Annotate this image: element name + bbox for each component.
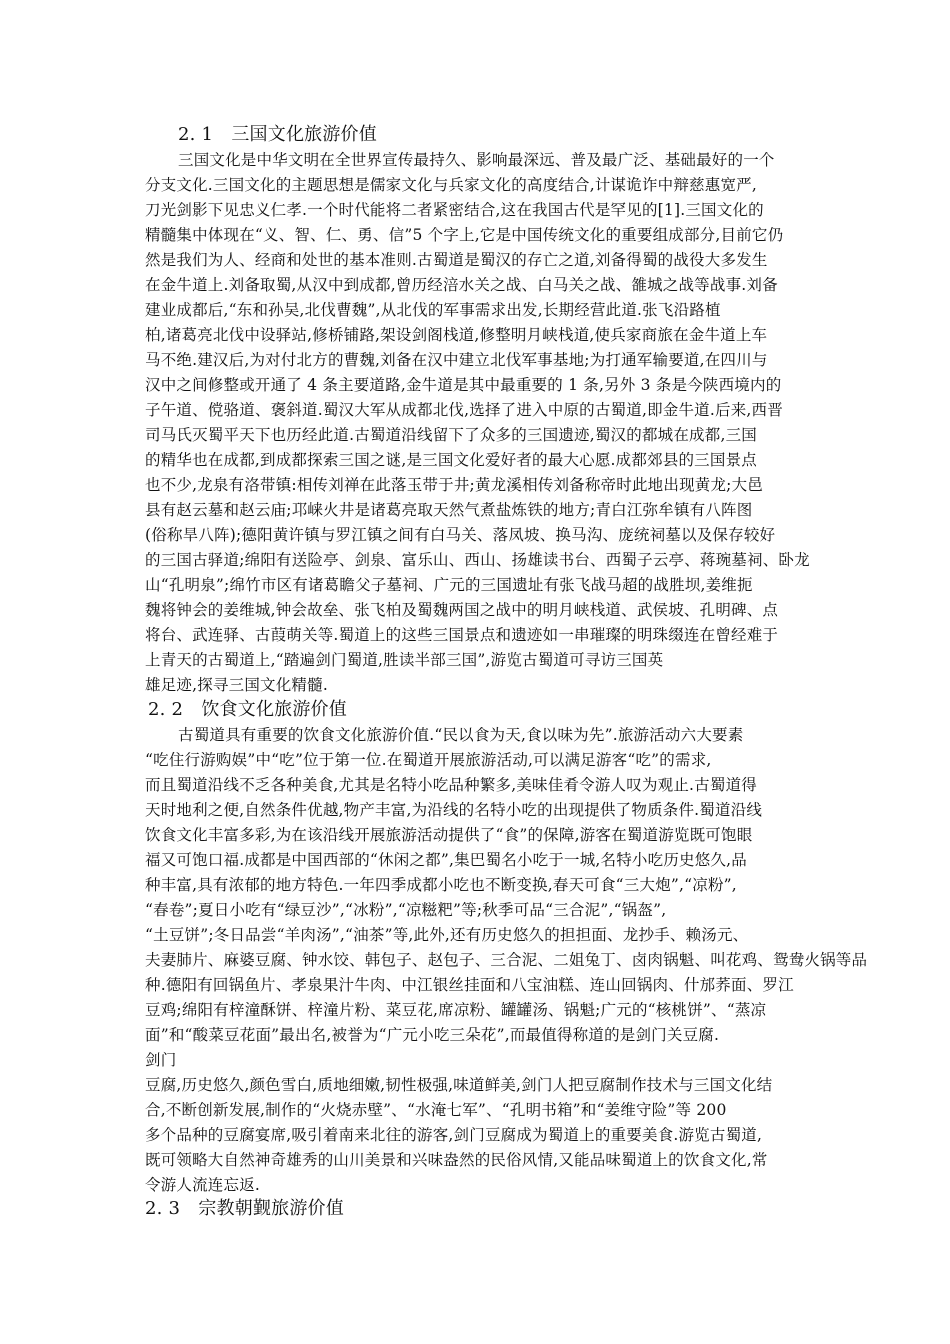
paragraph-line: (俗称旱八阵);德阳黄许镇与罗江镇之间有白马关、落凤坡、换马沟、庞统祠墓以及保存较好	[145, 526, 776, 544]
paragraph-line: 豆鸡;绵阳有梓潼酥饼、梓潼片粉、菜豆花,席凉粉、罐罐汤、锅魁;广元的“核桃饼”、“蒸凉	[145, 1001, 767, 1019]
paragraph-line: 三国文化是中华文明在全世界宣传最持久、影响最深远、普及最广泛、基础最好的一个	[178, 151, 775, 169]
paragraph-line: 天时地利之便,自然条件优越,物产丰富,为沿线的名特小吃的出现提供了物质条件.蜀道沿线	[145, 801, 763, 819]
paragraph-line: 既可领略大自然神奇雄秀的山川美景和兴味盎然的民俗风情,又能品味蜀道上的饮食文化,常	[145, 1151, 768, 1169]
paragraph-line: 马不绝.建汉后,为对付北方的曹魏,刘备在汉中建立北伐军事基地;为打通军输要道,在四川与	[145, 351, 768, 369]
paragraph-line: 合,不断创新发展,制作的“火烧赤壁”、“水淹七军”、“孔明书箱”和“姜维守险”等 200	[145, 1101, 727, 1119]
paragraph-line: 县有赵云墓和赵云庙;邛崃火井是诸葛亮取天然气煮盐炼铁的地方;青白江弥牟镇有八阵图	[145, 501, 753, 519]
paragraph-line: 子午道、傥骆道、褒斜道.蜀汉大军从成都北伐,选择了进入中原的古蜀道,即金牛道.后来,西晋	[145, 401, 783, 419]
paragraph-line: 刀光剑影下见忠义仁孝.一个时代能将二者紧密结合,这在我国古代是罕见的[1].三国文化的	[145, 201, 764, 219]
paragraph-line: 令游人流连忘返.	[145, 1176, 261, 1194]
paragraph-line: 司马氏灭蜀平天下也历经此道.古蜀道沿线留下了众多的三国遗迹,蜀汉的都城在成都,三国	[145, 426, 757, 444]
paragraph-line: 福又可饱口福.成都是中国西部的“休闲之都”,集巴蜀名小吃于一城,名特小吃历史悠久,品	[145, 851, 747, 869]
paragraph-line: 将台、武连驿、古葭萌关等.蜀道上的这些三国景点和遗迹如一串璀璨的明珠缀连在曾经难于	[145, 626, 779, 644]
paragraph-line: “吃住行游购娱”中“吃”位于第一位.在蜀道开展旅游活动,可以满足游客“吃”的需求,	[145, 751, 712, 769]
section-heading-2-3: 2. 3 宗教朝觐旅游价值	[145, 1198, 344, 1219]
paragraph-line: 分支文化.三国文化的主题思想是儒家文化与兵家文化的高度结合,计谋诡诈中辩慈惠宽严,	[145, 176, 757, 194]
paragraph-line: 汉中之间修整或开通了 4 条主要道路,金牛道是其中最重要的 1 条,另外 3 条是今陕西境内的	[145, 376, 782, 394]
section-heading-2-2: 2. 2 饮食文化旅游价值	[148, 699, 347, 720]
paragraph-line: 山“孔明泉”;绵竹市区有诸葛瞻父子墓祠、广元的三国遗址有张飞战马超的战胜坝,姜维扼	[145, 576, 753, 594]
paragraph-line: 建业成都后,“东和孙吴,北伐曹魏”,从北伐的军事需求出发,长期经营此道.张飞沿路植	[145, 301, 721, 319]
paragraph-line: 的精华也在成都,到成都探索三国之谜,是三国文化爱好者的最大心愿.成都郊县的三国景点	[145, 451, 757, 469]
paragraph-line: 也不少,龙泉有洛带镇:相传刘禅在此落玉带于井;黄龙溪相传刘备称帝时此地出现黄龙;大邑	[145, 476, 763, 494]
paragraph-line: 雄足迹,探寻三国文化精髓.	[145, 676, 328, 694]
paragraph-line: 饮食文化丰富多彩,为在该沿线开展旅游活动提供了“食”的保障,游客在蜀道游览既可饱眼	[145, 826, 753, 844]
paragraph-line: “春卷”;夏日小吃有“绿豆沙”,“冰粉”,“凉糍粑”等;秋季可品“三合泥”,“锅盔”,	[145, 901, 667, 919]
paragraph-line: 夫妻肺片、麻婆豆腐、钟水饺、韩包子、赵包子、三合泥、二姐兔丁、卤肉锅魁、叫花鸡、鸳鸯火锅等品	[145, 951, 868, 969]
paragraph-line: 在金牛道上.刘备取蜀,从汉中到成都,曾历经涪水关之战、白马关之战、雒城之战等战事.刘备	[145, 276, 778, 294]
paragraph-line: 剑门	[145, 1051, 177, 1069]
paragraph-line: 柏,诸葛亮北伐中设驿站,修桥铺路,架设剑阁栈道,修整明月峡栈道,使兵家商旅在金牛道上车	[145, 326, 768, 344]
paragraph-line: 豆腐,历史悠久,颜色雪白,质地细嫩,韧性极强,味道鲜美,剑门人把豆腐制作技术与三国文化结	[145, 1076, 773, 1094]
paragraph-line: 的三国古驿道;绵阳有送险亭、剑泉、富乐山、西山、扬雄读书台、西蜀子云亭、蒋琬墓祠、卧龙	[145, 551, 810, 569]
paragraph-line: 而且蜀道沿线不乏各种美食,尤其是名特小吃品种繁多,美味佳肴令游人叹为观止.古蜀道得	[145, 776, 757, 794]
paragraph-line: 魏将钟会的姜维城,钟会故垒、张飞柏及蜀魏两国之战中的明月峡栈道、武侯坡、孔明碑、点	[145, 601, 779, 619]
paragraph-line: 古蜀道具有重要的饮食文化旅游价值.“民以食为天,食以味为先”.旅游活动六大要素	[178, 726, 744, 744]
paragraph-line: 然是我们为人、经商和处世的基本准则.古蜀道是蜀汉的存亡之道,刘备得蜀的战役大多发生	[145, 251, 768, 269]
paragraph-line: 面”和“酸菜豆花面”最出名,被誉为“广元小吃三朵花”,而最值得称道的是剑门关豆腐.	[145, 1026, 720, 1044]
paragraph-line: 种丰富,具有浓郁的地方特色.一年四季成都小吃也不断变换,春天可食“三大炮”,“凉粉”,	[145, 876, 737, 894]
section-heading-2-1: 2. 1 三国文化旅游价值	[178, 124, 377, 145]
paragraph-line: 多个品种的豆腐宴席,吸引着南来北往的游客,剑门豆腐成为蜀道上的重要美食.游览古蜀道,	[145, 1126, 763, 1144]
paragraph-line: “土豆饼”;冬日品尝“羊肉汤”,“油茶”等,此外,还有历史悠久的担担面、龙抄手、赖汤元、	[145, 926, 749, 944]
paragraph-line: 精髓集中体现在“义、智、仁、勇、信”5 个字上,它是中国传统文化的重要组成部分,目前它仍	[145, 226, 784, 244]
paragraph-line: 上青天的古蜀道上,“踏遍剑门蜀道,胜读半部三国”,游览古蜀道可寻访三国英	[145, 651, 664, 669]
paragraph-line: 种.德阳有回锅鱼片、孝泉果汁牛肉、中江银丝挂面和八宝油糕、连山回锅肉、什邡荞面、罗江	[145, 976, 794, 994]
